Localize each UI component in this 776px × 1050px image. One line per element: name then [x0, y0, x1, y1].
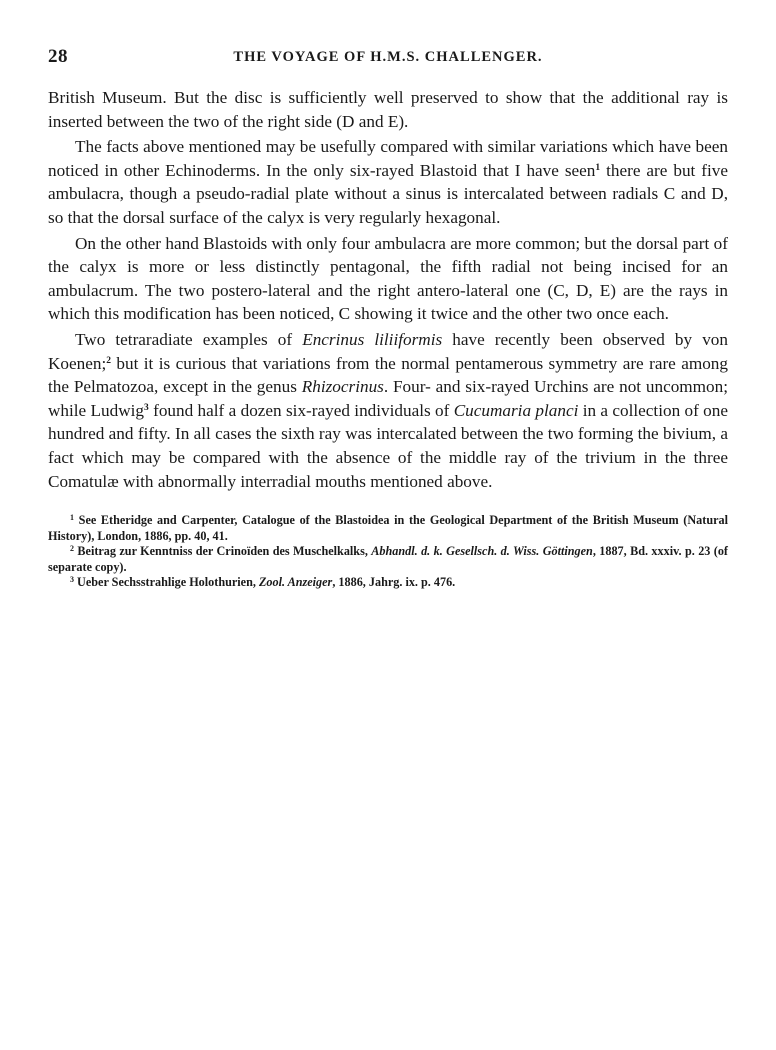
footnotes [48, 513, 728, 591]
footnote-text: Ueber Sechsstrahlige Holothurien, [74, 575, 259, 590]
footnote-text: , 1886, Jahrg. ix. p. 476. [332, 575, 456, 590]
species-name: Encrinus liliiformis [302, 329, 443, 349]
footnote-reference-1: 1 [595, 162, 601, 173]
paragraph-3 [48, 232, 728, 326]
footnote-2 [48, 544, 728, 575]
paragraph-text: . Four- and six-rayed Urchins are not uncommon; while Ludwig [48, 377, 728, 420]
footnote-reference-3: 3 [144, 402, 149, 413]
species-name: Cucumaria planci [453, 400, 579, 420]
genus-name: Rhizocrinus [301, 377, 384, 397]
footnote-text: , 1887, Bd. xxxiv. p. 23 (of separate copy). [48, 544, 728, 574]
paragraph-text: On the other hand Blastoids with only four ambulacra are more common; but the dorsal part of the calyx is more or less distinctly pentagonal, the fifth radial not being incised for an ambulacrum. The two postero-lateral and the right antero-lateral one (C, D, E) are the rays in which this modification has been noticed, C showing it twice and the other two once each. [48, 233, 728, 324]
running-head [48, 40, 728, 66]
running-title: THE VOYAGE OF H.M.S. CHALLENGER. [233, 49, 543, 65]
paragraph-2 [48, 135, 728, 229]
paragraph-text: but it is curious that variations from the normal pentamerous symmetry are rare among the Pelmatozoa, except in the genus [48, 353, 728, 397]
footnote-text: Beitrag zur Kenntniss der Crinoïden des Muschelkalks, [74, 544, 372, 559]
footnote-1 [48, 513, 728, 544]
paragraph-text: found half a dozen six-rayed individuals of [148, 400, 454, 420]
paragraph-text: have recently been observed by von Koenen; [48, 329, 728, 373]
paragraph-text: there are but five ambulacra, though a pseudo-radial plate without a sinus is intercalated between radials C and D, so that the dorsal surface of the calyx is very regularly hexagonal. [48, 160, 728, 227]
paragraph-text: Two tetraradiate examples of [75, 329, 303, 349]
page-number: 28 [48, 46, 68, 67]
journal-title: Zool. Anzeiger [258, 575, 333, 590]
footnote-3 [48, 575, 728, 591]
footnote-reference-2: 2 [106, 355, 111, 366]
body-text [48, 86, 728, 493]
paragraph-text: British Museum. But the disc is sufficiently well preserved to show that the additional ray is inserted between the two of the right side (D and E). [48, 88, 728, 131]
paragraph-1 [48, 86, 728, 133]
footnote-mark: 2 [70, 544, 74, 554]
paragraph-text: The facts above mentioned may be usefully compared with similar variations which have been noticed in other Echinoderms. In the only six-rayed Blastoid that I have seen [48, 137, 728, 180]
footnote-text: See Etheridge and Carpenter, Catalogue of the Blastoidea in the Geological Department of the British Museum (Natural History), London, 1886, pp. 40, 41. [48, 513, 728, 543]
footnote-mark: 1 [70, 513, 74, 523]
paragraph-4 [48, 328, 728, 493]
document-page [48, 40, 728, 591]
paragraph-text: in a collection of one hundred and fifty. In all cases the sixth ray was intercalated between the two forming the bivium, a fact which may be compared with the absence of the middle ray of the trivium in the three Comatulæ with abnormally interradial mouths mentioned above. [48, 400, 728, 491]
journal-title: Abhandl. d. k. Gesellsch. d. Wiss. Göttingen [371, 544, 593, 559]
footnote-mark: 3 [70, 575, 74, 585]
